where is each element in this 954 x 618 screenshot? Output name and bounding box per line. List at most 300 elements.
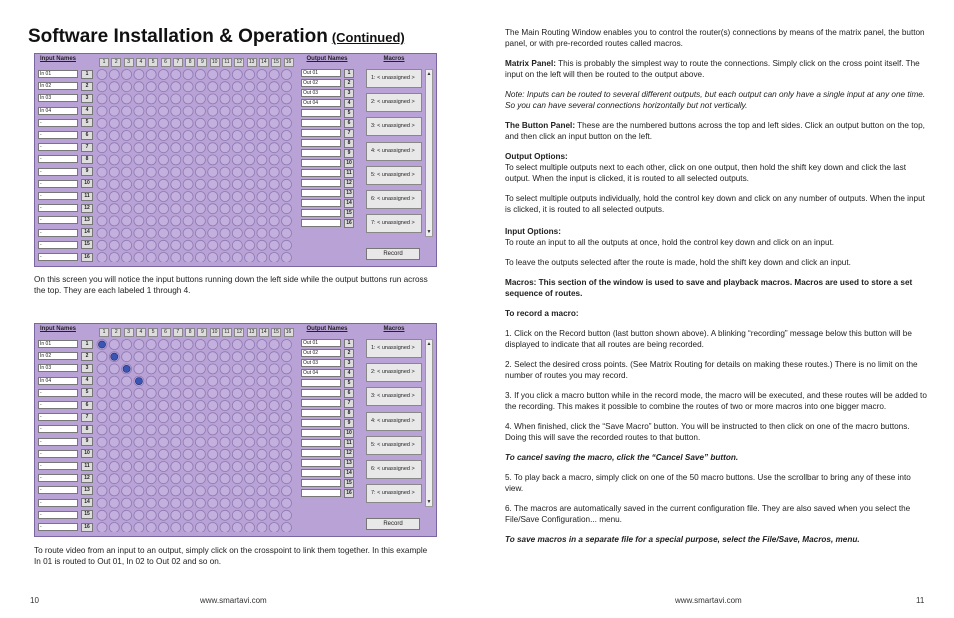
- crosspoint[interactable]: [232, 167, 242, 177]
- crosspoint[interactable]: [122, 425, 132, 435]
- crosspoint[interactable]: [109, 425, 119, 435]
- crosspoint[interactable]: [282, 462, 292, 472]
- crosspoint[interactable]: [257, 131, 267, 141]
- crosspoint[interactable]: [195, 106, 205, 116]
- crosspoint[interactable]: [122, 118, 132, 128]
- crosspoint[interactable]: [146, 204, 156, 214]
- crosspoint[interactable]: [122, 204, 132, 214]
- crosspoint[interactable]: [97, 82, 107, 92]
- output-side-button-15[interactable]: 15: [344, 209, 354, 218]
- output-name-field[interactable]: [301, 379, 341, 387]
- crosspoint[interactable]: [109, 143, 119, 153]
- crosspoint[interactable]: [146, 462, 156, 472]
- input-name-field[interactable]: -: [38, 438, 78, 446]
- crosspoint[interactable]: [97, 462, 107, 472]
- output-side-button-3[interactable]: 3: [344, 359, 354, 368]
- crosspoint[interactable]: [109, 510, 119, 520]
- crosspoint[interactable]: [269, 179, 279, 189]
- crosspoint[interactable]: [232, 462, 242, 472]
- output-side-button-12[interactable]: 12: [344, 179, 354, 188]
- crosspoint[interactable]: [245, 474, 255, 484]
- crosspoint[interactable]: [122, 106, 132, 116]
- crosspoint[interactable]: [122, 523, 132, 533]
- crosspoint[interactable]: [232, 204, 242, 214]
- crosspoint[interactable]: [269, 143, 279, 153]
- crosspoint[interactable]: [159, 155, 169, 165]
- crosspoint[interactable]: [269, 449, 279, 459]
- output-side-button-6[interactable]: 6: [344, 389, 354, 398]
- crosspoint[interactable]: [97, 228, 107, 238]
- crosspoint-grid[interactable]: [96, 69, 297, 262]
- crosspoint[interactable]: [195, 401, 205, 411]
- macro-button-4[interactable]: 4: < unassigned >: [366, 142, 422, 161]
- output-button-16[interactable]: 16: [284, 58, 294, 67]
- crosspoint[interactable]: [134, 118, 144, 128]
- crosspoint[interactable]: [220, 498, 230, 508]
- crosspoint[interactable]: [122, 228, 132, 238]
- crosspoint[interactable]: [122, 143, 132, 153]
- crosspoint[interactable]: [183, 376, 193, 386]
- crosspoint[interactable]: [122, 340, 132, 350]
- output-name-field[interactable]: [301, 139, 341, 147]
- crosspoint[interactable]: [208, 179, 218, 189]
- crosspoint[interactable]: [245, 253, 255, 263]
- crosspoint[interactable]: [171, 425, 181, 435]
- crosspoint[interactable]: [183, 216, 193, 226]
- crosspoint[interactable]: [269, 364, 279, 374]
- crosspoint[interactable]: [282, 376, 292, 386]
- crosspoint[interactable]: [134, 498, 144, 508]
- macro-button-2[interactable]: 2: < unassigned >: [366, 363, 422, 382]
- crosspoint[interactable]: [109, 131, 119, 141]
- crosspoint[interactable]: [109, 82, 119, 92]
- crosspoint[interactable]: [269, 192, 279, 202]
- crosspoint[interactable]: [257, 401, 267, 411]
- macro-button-1[interactable]: 1: < unassigned >: [366, 339, 422, 358]
- crosspoint[interactable]: [109, 449, 119, 459]
- crosspoint[interactable]: [109, 70, 119, 80]
- output-side-button-13[interactable]: 13: [344, 189, 354, 198]
- output-button-13[interactable]: 13: [247, 58, 257, 67]
- crosspoint[interactable]: [245, 413, 255, 423]
- crosspoint[interactable]: [220, 118, 230, 128]
- crosspoint[interactable]: [257, 498, 267, 508]
- macro-button-7[interactable]: 7: < unassigned >: [366, 214, 422, 233]
- input-button-9[interactable]: 9: [81, 167, 93, 176]
- output-name-field[interactable]: Out 03: [301, 359, 341, 367]
- crosspoint[interactable]: [282, 340, 292, 350]
- crosspoint[interactable]: [159, 449, 169, 459]
- input-name-field[interactable]: In 02: [38, 82, 78, 90]
- crosspoint[interactable]: [208, 401, 218, 411]
- crosspoint[interactable]: [208, 425, 218, 435]
- crosspoint[interactable]: [245, 498, 255, 508]
- crosspoint[interactable]: [122, 240, 132, 250]
- crosspoint[interactable]: [195, 486, 205, 496]
- input-button-7[interactable]: 7: [81, 143, 93, 152]
- crosspoint[interactable]: [171, 376, 181, 386]
- crosspoint[interactable]: [245, 155, 255, 165]
- crosspoint[interactable]: [232, 486, 242, 496]
- scroll-down-icon[interactable]: ▼: [426, 229, 432, 235]
- crosspoint[interactable]: [232, 106, 242, 116]
- crosspoint[interactable]: [232, 510, 242, 520]
- crosspoint[interactable]: [208, 94, 218, 104]
- crosspoint[interactable]: [97, 70, 107, 80]
- macro-button-3[interactable]: 3: < unassigned >: [366, 387, 422, 406]
- crosspoint[interactable]: [97, 523, 107, 533]
- output-button-1[interactable]: 1: [99, 58, 109, 67]
- crosspoint[interactable]: [122, 449, 132, 459]
- crosspoint[interactable]: [183, 155, 193, 165]
- crosspoint[interactable]: [220, 364, 230, 374]
- crosspoint[interactable]: [171, 240, 181, 250]
- crosspoint[interactable]: [171, 253, 181, 263]
- output-side-button-3[interactable]: 3: [344, 89, 354, 98]
- crosspoint[interactable]: [122, 94, 132, 104]
- crosspoint[interactable]: [208, 106, 218, 116]
- crosspoint[interactable]: [220, 425, 230, 435]
- output-button-15[interactable]: 15: [271, 58, 281, 67]
- crosspoint[interactable]: [159, 437, 169, 447]
- crosspoint[interactable]: [183, 340, 193, 350]
- input-button-9[interactable]: 9: [81, 437, 93, 446]
- crosspoint[interactable]: [232, 94, 242, 104]
- crosspoint[interactable]: [195, 510, 205, 520]
- crosspoint[interactable]: [134, 340, 144, 350]
- input-button-5[interactable]: 5: [81, 118, 93, 127]
- crosspoint[interactable]: [122, 376, 132, 386]
- crosspoint[interactable]: [269, 510, 279, 520]
- crosspoint[interactable]: [134, 474, 144, 484]
- crosspoint[interactable]: [208, 510, 218, 520]
- crosspoint[interactable]: [269, 474, 279, 484]
- scroll-up-icon[interactable]: ▲: [426, 341, 432, 347]
- crosspoint[interactable]: [109, 204, 119, 214]
- crosspoint[interactable]: [122, 510, 132, 520]
- crosspoint[interactable]: [159, 376, 169, 386]
- output-name-field[interactable]: [301, 129, 341, 137]
- input-button-1[interactable]: 1: [81, 70, 93, 79]
- output-button-4[interactable]: 4: [136, 58, 146, 67]
- crosspoint[interactable]: [195, 340, 205, 350]
- crosspoint[interactable]: [97, 143, 107, 153]
- crosspoint[interactable]: [257, 510, 267, 520]
- crosspoint[interactable]: [146, 70, 156, 80]
- output-button-15[interactable]: 15: [271, 328, 281, 337]
- crosspoint[interactable]: [122, 167, 132, 177]
- input-name-field[interactable]: -: [38, 486, 78, 494]
- output-button-4[interactable]: 4: [136, 328, 146, 337]
- crosspoint[interactable]: [146, 486, 156, 496]
- crosspoint[interactable]: [232, 228, 242, 238]
- crosspoint[interactable]: [109, 474, 119, 484]
- crosspoint[interactable]: [134, 523, 144, 533]
- input-name-field[interactable]: In 03: [38, 94, 78, 102]
- input-name-field[interactable]: -: [38, 216, 78, 224]
- input-name-field[interactable]: -: [38, 229, 78, 237]
- crosspoint[interactable]: [159, 94, 169, 104]
- crosspoint[interactable]: [134, 449, 144, 459]
- crosspoint[interactable]: [282, 216, 292, 226]
- crosspoint[interactable]: [220, 486, 230, 496]
- crosspoint[interactable]: [232, 474, 242, 484]
- crosspoint[interactable]: [146, 340, 156, 350]
- output-name-field[interactable]: [301, 189, 341, 197]
- crosspoint[interactable]: [220, 437, 230, 447]
- crosspoint[interactable]: [146, 523, 156, 533]
- crosspoint[interactable]: [171, 228, 181, 238]
- output-button-7[interactable]: 7: [173, 328, 183, 337]
- input-name-field[interactable]: -: [38, 143, 78, 151]
- crosspoint[interactable]: [159, 462, 169, 472]
- crosspoint[interactable]: [195, 131, 205, 141]
- input-name-field[interactable]: -: [38, 523, 78, 531]
- crosspoint[interactable]: [195, 228, 205, 238]
- crosspoint[interactable]: [269, 486, 279, 496]
- input-name-field[interactable]: In 02: [38, 352, 78, 360]
- output-button-11[interactable]: 11: [222, 58, 232, 67]
- crosspoint[interactable]: [269, 131, 279, 141]
- output-name-field[interactable]: [301, 439, 341, 447]
- crosspoint[interactable]: [146, 352, 156, 362]
- crosspoint[interactable]: [257, 216, 267, 226]
- crosspoint[interactable]: [220, 70, 230, 80]
- crosspoint[interactable]: [171, 216, 181, 226]
- crosspoint[interactable]: [245, 82, 255, 92]
- input-name-field[interactable]: In 04: [38, 107, 78, 115]
- macro-button-3[interactable]: 3: < unassigned >: [366, 117, 422, 136]
- crosspoint[interactable]: [171, 118, 181, 128]
- crosspoint[interactable]: [257, 449, 267, 459]
- crosspoint[interactable]: [134, 510, 144, 520]
- crosspoint[interactable]: [269, 462, 279, 472]
- input-name-field[interactable]: -: [38, 389, 78, 397]
- crosspoint[interactable]: [220, 523, 230, 533]
- crosspoint[interactable]: [97, 376, 107, 386]
- crosspoint[interactable]: [183, 462, 193, 472]
- crosspoint[interactable]: [146, 413, 156, 423]
- output-side-button-16[interactable]: 16: [344, 219, 354, 228]
- crosspoint[interactable]: [183, 253, 193, 263]
- crosspoint[interactable]: [257, 94, 267, 104]
- crosspoint[interactable]: [282, 437, 292, 447]
- crosspoint[interactable]: [195, 474, 205, 484]
- crosspoint[interactable]: [171, 106, 181, 116]
- output-button-12[interactable]: 12: [234, 58, 244, 67]
- input-name-field[interactable]: -: [38, 425, 78, 433]
- crosspoint[interactable]: [257, 118, 267, 128]
- output-button-7[interactable]: 7: [173, 58, 183, 67]
- input-button-15[interactable]: 15: [81, 510, 93, 519]
- input-button-14[interactable]: 14: [81, 498, 93, 507]
- output-name-field[interactable]: [301, 389, 341, 397]
- crosspoint[interactable]: [183, 437, 193, 447]
- crosspoint[interactable]: [269, 437, 279, 447]
- crosspoint[interactable]: [245, 118, 255, 128]
- crosspoint[interactable]: [269, 106, 279, 116]
- crosspoint[interactable]: [232, 118, 242, 128]
- input-button-8[interactable]: 8: [81, 425, 93, 434]
- input-name-field[interactable]: -: [38, 511, 78, 519]
- output-side-button-6[interactable]: 6: [344, 119, 354, 128]
- crosspoint[interactable]: [122, 82, 132, 92]
- output-side-button-2[interactable]: 2: [344, 79, 354, 88]
- crosspoint[interactable]: [183, 167, 193, 177]
- crosspoint[interactable]: [109, 94, 119, 104]
- crosspoint[interactable]: [109, 376, 119, 386]
- crosspoint[interactable]: [232, 82, 242, 92]
- crosspoint[interactable]: [159, 510, 169, 520]
- crosspoint[interactable]: [195, 216, 205, 226]
- input-button-5[interactable]: 5: [81, 388, 93, 397]
- route-marker[interactable]: [135, 378, 142, 385]
- crosspoint[interactable]: [171, 179, 181, 189]
- output-button-5[interactable]: 5: [148, 58, 158, 67]
- crosspoint[interactable]: [208, 437, 218, 447]
- output-name-field[interactable]: Out 02: [301, 79, 341, 87]
- crosspoint[interactable]: [122, 388, 132, 398]
- macro-button-5[interactable]: 5: < unassigned >: [366, 166, 422, 185]
- input-name-field[interactable]: -: [38, 119, 78, 127]
- output-button-6[interactable]: 6: [161, 58, 171, 67]
- crosspoint[interactable]: [195, 388, 205, 398]
- output-side-button-10[interactable]: 10: [344, 159, 354, 168]
- crosspoint[interactable]: [183, 228, 193, 238]
- crosspoint[interactable]: [97, 425, 107, 435]
- crosspoint[interactable]: [220, 106, 230, 116]
- crosspoint[interactable]: [220, 340, 230, 350]
- crosspoint[interactable]: [282, 118, 292, 128]
- crosspoint[interactable]: [97, 413, 107, 423]
- crosspoint[interactable]: [269, 118, 279, 128]
- crosspoint[interactable]: [220, 131, 230, 141]
- crosspoint[interactable]: [97, 486, 107, 496]
- crosspoint[interactable]: [146, 401, 156, 411]
- crosspoint[interactable]: [282, 449, 292, 459]
- crosspoint[interactable]: [220, 401, 230, 411]
- crosspoint[interactable]: [171, 340, 181, 350]
- crosspoint[interactable]: [208, 155, 218, 165]
- input-name-field[interactable]: -: [38, 168, 78, 176]
- crosspoint[interactable]: [195, 376, 205, 386]
- crosspoint[interactable]: [232, 352, 242, 362]
- crosspoint[interactable]: [97, 131, 107, 141]
- output-name-field[interactable]: [301, 409, 341, 417]
- crosspoint[interactable]: [282, 240, 292, 250]
- crosspoint[interactable]: [146, 425, 156, 435]
- crosspoint[interactable]: [257, 82, 267, 92]
- crosspoint[interactable]: [171, 401, 181, 411]
- crosspoint[interactable]: [146, 510, 156, 520]
- crosspoint[interactable]: [282, 388, 292, 398]
- crosspoint[interactable]: [159, 240, 169, 250]
- output-button-11[interactable]: 11: [222, 328, 232, 337]
- crosspoint[interactable]: [171, 143, 181, 153]
- crosspoint[interactable]: [146, 94, 156, 104]
- crosspoint[interactable]: [220, 216, 230, 226]
- crosspoint[interactable]: [171, 388, 181, 398]
- crosspoint[interactable]: [122, 155, 132, 165]
- crosspoint[interactable]: [109, 118, 119, 128]
- crosspoint[interactable]: [195, 94, 205, 104]
- crosspoint[interactable]: [232, 155, 242, 165]
- crosspoint[interactable]: [122, 486, 132, 496]
- crosspoint[interactable]: [232, 425, 242, 435]
- crosspoint[interactable]: [208, 340, 218, 350]
- crosspoint[interactable]: [195, 82, 205, 92]
- crosspoint[interactable]: [134, 401, 144, 411]
- crosspoint[interactable]: [232, 401, 242, 411]
- crosspoint[interactable]: [159, 340, 169, 350]
- crosspoint[interactable]: [282, 486, 292, 496]
- crosspoint[interactable]: [245, 437, 255, 447]
- crosspoint[interactable]: [208, 449, 218, 459]
- output-side-button-8[interactable]: 8: [344, 409, 354, 418]
- crosspoint[interactable]: [183, 352, 193, 362]
- crosspoint[interactable]: [269, 498, 279, 508]
- crosspoint[interactable]: [183, 94, 193, 104]
- crosspoint[interactable]: [282, 70, 292, 80]
- crosspoint[interactable]: [159, 228, 169, 238]
- crosspoint[interactable]: [159, 523, 169, 533]
- macro-scrollbar[interactable]: [425, 339, 433, 507]
- crosspoint[interactable]: [159, 131, 169, 141]
- crosspoint[interactable]: [195, 167, 205, 177]
- output-name-field[interactable]: [301, 399, 341, 407]
- crosspoint[interactable]: [146, 498, 156, 508]
- output-name-field[interactable]: [301, 199, 341, 207]
- crosspoint[interactable]: [257, 228, 267, 238]
- input-button-13[interactable]: 13: [81, 486, 93, 495]
- input-button-1[interactable]: 1: [81, 340, 93, 349]
- crosspoint[interactable]: [232, 131, 242, 141]
- output-button-13[interactable]: 13: [247, 328, 257, 337]
- output-side-button-11[interactable]: 11: [344, 169, 354, 178]
- output-side-button-1[interactable]: 1: [344, 69, 354, 78]
- crosspoint[interactable]: [257, 155, 267, 165]
- crosspoint[interactable]: [220, 167, 230, 177]
- crosspoint[interactable]: [159, 425, 169, 435]
- output-side-button-1[interactable]: 1: [344, 339, 354, 348]
- macro-button-1[interactable]: 1: < unassigned >: [366, 69, 422, 88]
- crosspoint[interactable]: [257, 474, 267, 484]
- crosspoint[interactable]: [232, 240, 242, 250]
- crosspoint[interactable]: [220, 240, 230, 250]
- crosspoint[interactable]: [134, 413, 144, 423]
- crosspoint[interactable]: [146, 192, 156, 202]
- crosspoint[interactable]: [257, 486, 267, 496]
- route-marker[interactable]: [111, 353, 118, 360]
- crosspoint[interactable]: [195, 179, 205, 189]
- crosspoint[interactable]: [269, 228, 279, 238]
- input-button-4[interactable]: 4: [81, 106, 93, 115]
- crosspoint[interactable]: [146, 216, 156, 226]
- input-button-13[interactable]: 13: [81, 216, 93, 225]
- crosspoint[interactable]: [97, 253, 107, 263]
- crosspoint[interactable]: [171, 204, 181, 214]
- crosspoint[interactable]: [109, 388, 119, 398]
- crosspoint[interactable]: [122, 413, 132, 423]
- crosspoint[interactable]: [171, 462, 181, 472]
- crosspoint[interactable]: [183, 106, 193, 116]
- crosspoint[interactable]: [269, 204, 279, 214]
- output-side-button-7[interactable]: 7: [344, 399, 354, 408]
- crosspoint[interactable]: [146, 437, 156, 447]
- crosspoint[interactable]: [257, 523, 267, 533]
- input-button-12[interactable]: 12: [81, 474, 93, 483]
- output-name-field[interactable]: [301, 109, 341, 117]
